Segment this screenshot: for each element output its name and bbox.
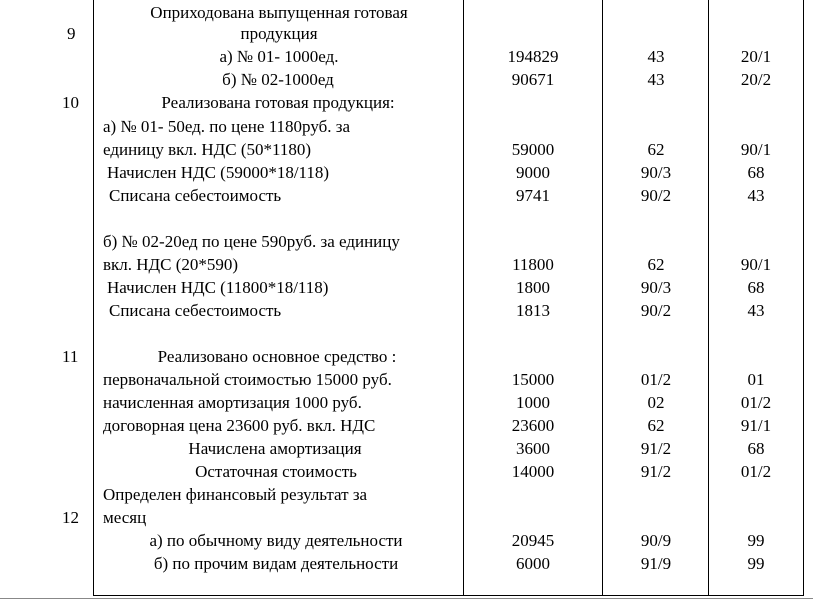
entry-amount: 1000	[516, 393, 550, 412]
entry-amount: 59000	[511, 140, 555, 159]
entry-amount: 14000	[511, 462, 555, 481]
entry-credit: 43	[747, 186, 765, 205]
entry-credit: 68	[747, 163, 765, 182]
entry-amount: 194829	[507, 47, 559, 66]
entry-description: Реализована готовая продукция:	[161, 93, 395, 112]
entry-debit: 90/2	[640, 301, 672, 320]
entry-credit: 99	[747, 531, 765, 550]
entry-amount: 23600	[511, 416, 555, 435]
entry-description: начисленная амортизация 1000 руб.	[103, 393, 362, 412]
entry-amount: 20945	[511, 531, 555, 550]
entry-description: Определен финансовый результат за	[103, 485, 368, 504]
entry-amount: 11800	[512, 255, 554, 274]
entry-description: а) № 01- 50ед. по цене 1180руб. за	[103, 117, 351, 136]
entry-number: 12	[62, 508, 79, 527]
entry-debit: 90/3	[640, 163, 672, 182]
entry-debit: 90/9	[640, 531, 672, 550]
entry-amount: 15000	[511, 370, 555, 389]
entry-debit: 43	[647, 70, 665, 89]
entry-description: Остаточная стоимость	[195, 462, 357, 481]
entry-amount: 3600	[516, 439, 550, 458]
entry-credit: 68	[747, 439, 765, 458]
entry-description: б) по прочим видам деятельности	[153, 554, 399, 573]
entry-debit: 62	[647, 140, 665, 159]
entry-description: Реализовано основное средство :	[157, 347, 397, 366]
entry-amount: 1813	[516, 301, 550, 320]
entry-debit: 91/2	[640, 439, 672, 458]
entry-debit: 02	[647, 393, 665, 412]
entry-credit: 01	[747, 370, 765, 389]
entry-debit: 62	[647, 255, 665, 274]
entry-amount: 90671	[511, 70, 555, 89]
entry-number: 11	[62, 347, 79, 366]
entry-description: Начислен НДС (59000*18/118)	[107, 163, 330, 182]
entry-description: Начислена амортизация	[188, 439, 362, 458]
entry-debit: 62	[647, 416, 665, 435]
entry-amount: 1800	[516, 278, 550, 297]
entry-debit: 90/3	[640, 278, 672, 297]
page-bottom-edge	[0, 598, 813, 599]
entry-number: 10	[62, 93, 79, 112]
entry-credit: 91/1	[740, 416, 772, 435]
entry-credit: 43	[747, 301, 765, 320]
entry-credit: 99	[747, 554, 765, 573]
entry-credit: 01/2	[740, 393, 772, 412]
column-divider-debit	[708, 0, 709, 596]
entry-description: а) № 01- 1000ед.	[219, 47, 339, 66]
entry-description: Оприходована выпущенная готовая	[150, 3, 408, 22]
entry-debit: 01/2	[640, 370, 672, 389]
entry-description: месяц	[103, 508, 147, 527]
entry-amount: 9000	[516, 163, 550, 182]
entry-description: продукция	[240, 24, 318, 43]
entry-amount: 9741	[516, 186, 550, 205]
entry-description: Списана себестоимость	[109, 186, 282, 205]
entry-description: Начислен НДС (11800*18/118)	[107, 278, 329, 297]
entry-description: вкл. НДС (20*590)	[103, 255, 239, 274]
column-divider-description	[463, 0, 464, 596]
table-border-left	[93, 0, 94, 596]
entry-credit: 90/1	[740, 140, 772, 159]
entry-credit: 90/1	[740, 255, 772, 274]
entry-description: единицу вкл. НДС (50*1180)	[103, 140, 312, 159]
entry-credit: 68	[747, 278, 765, 297]
entry-description: б) № 02-20ед по цене 590руб. за единицу	[103, 232, 400, 251]
entry-debit: 91/2	[640, 462, 672, 481]
table-border-right	[803, 0, 804, 596]
entry-credit: 01/2	[740, 462, 772, 481]
entry-description: б) № 02-1000ед	[222, 70, 334, 89]
entry-description: Списана себестоимость	[109, 301, 282, 320]
entry-description: первоначальной стоимостью 15000 руб.	[103, 370, 392, 389]
entry-number: 9	[67, 24, 76, 43]
column-divider-amount	[602, 0, 603, 596]
entry-credit: 20/1	[740, 47, 772, 66]
entry-description: договорная цена 23600 руб. вкл. НДС	[103, 416, 376, 435]
table-bottom-border	[93, 595, 804, 596]
entry-amount: 6000	[516, 554, 550, 573]
entry-debit: 90/2	[640, 186, 672, 205]
entry-debit: 43	[647, 47, 665, 66]
entry-debit: 91/9	[640, 554, 672, 573]
entry-description: а) по обычному виду деятельности	[149, 531, 403, 550]
entry-credit: 20/2	[740, 70, 772, 89]
